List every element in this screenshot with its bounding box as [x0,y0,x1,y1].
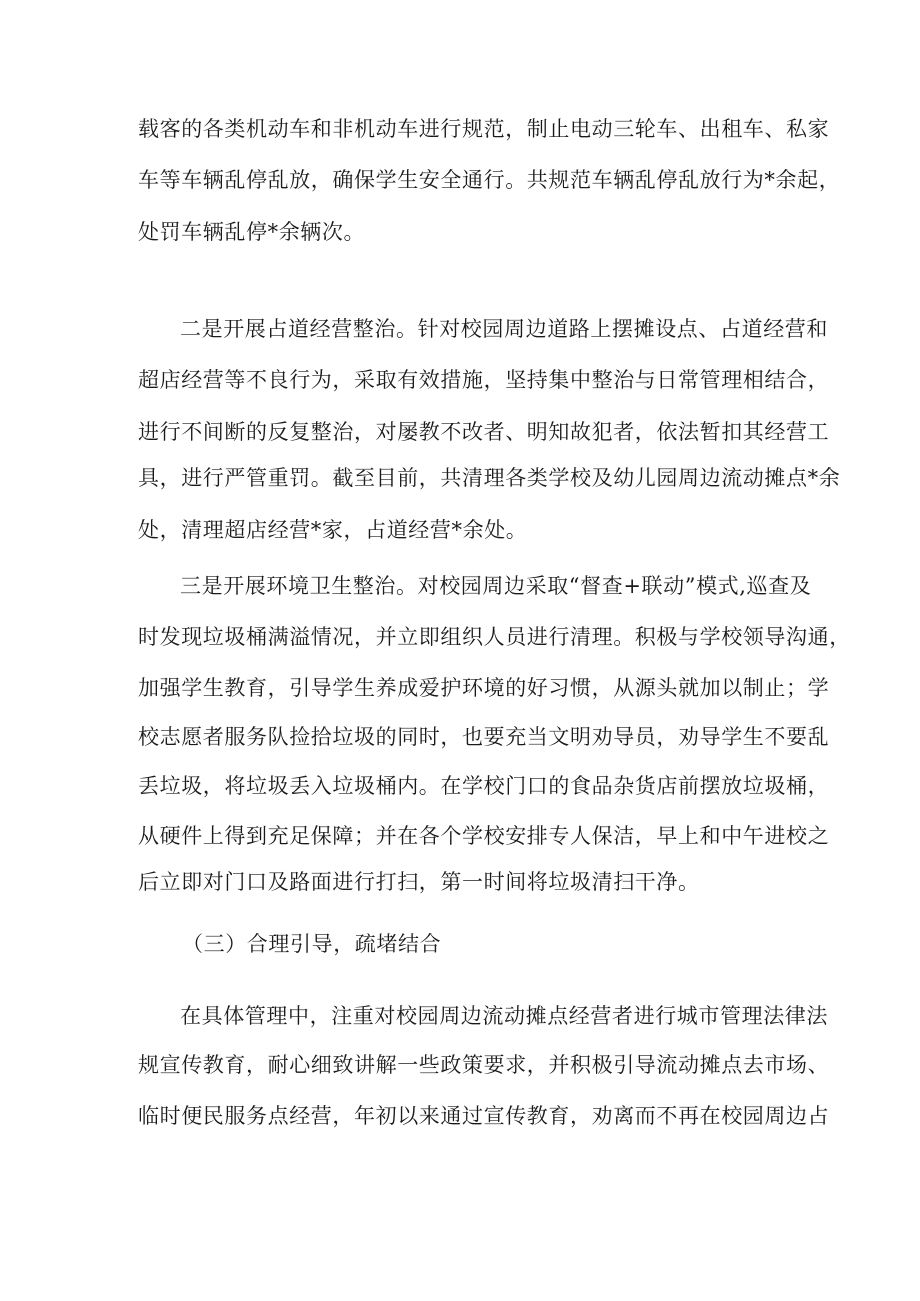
paragraph-2-line-4: 具，进行严管重罚。截至目前，共清理各类学校及幼儿园周边流动摊点*余 [138,466,841,490]
paragraph-3-line-4: 校志愿者服务队捡拾垃圾的同时，也要充当文明劝导员，劝导学生不要乱 [138,725,830,749]
paragraph-4-line-3: 临时便民服务点经营，年初以来通过宣传教育，劝离而不再在校园周边占 [138,1104,830,1128]
paragraph-2-line-5: 处，清理超店经营*家，占道经营*余处。 [138,518,528,542]
paragraph-3-line-7: 后立即对门口及路面进行打扫，第一时间将垃圾清扫干净。 [138,870,700,894]
paragraph-1-line-1: 载客的各类机动车和非机动车进行规范，制止电动三轮车、出租车、私家 [138,117,830,141]
paragraph-1-line-3: 处罚车辆乱停*余辆次。 [138,220,366,244]
paragraph-3-line-3: 加强学生教育，引导学生养成爱护环境的好习惯，从源头就加以制止；学 [138,676,830,700]
paragraph-3-line-5: 丢垃圾，将垃圾丢入垃圾桶内。在学校门口的食品杂货店前摆放垃圾桶， [138,774,830,798]
paragraph-2-line-3: 进行不间断的反复整治，对屡教不改者、明知故犯者，依法暂扣其经营工 [138,420,830,444]
paragraph-3-line-6: 从硬件上得到充足保障；并在各个学校安排专人保洁，早上和中午进校之 [138,824,830,848]
paragraph-1-line-2: 车等车辆乱停乱放，确保学生安全通行。共规范车辆乱停乱放行为*余起， [138,168,841,192]
paragraph-2-line-2: 超店经营等不良行为，采取有效措施，坚持集中整治与日常管理相结合， [138,368,830,392]
paragraph-4-line-2: 规宣传教育，耐心细致讲解一些政策要求，并积极引导流动摊点去市场、 [138,1053,830,1077]
section-heading: （三）合理引导，疏堵结合 [182,932,442,956]
paragraph-4-line-1: 在具体管理中，注重对校园周边流动摊点经营者进行城市管理法律法 [180,1004,828,1028]
paragraph-3-line-1: 三是开展环境卫生整治。对校园周边采取“督查+联动”模式,巡查及 [180,574,812,598]
paragraph-2-line-1: 二是开展占道经营整治。针对校园周边道路上摆摊设点、占道经营和 [180,317,828,341]
paragraph-3-line-2: 时发现垃圾桶满溢情况，并立即组织人员进行清理。积极与学校领导沟通， [138,625,851,649]
